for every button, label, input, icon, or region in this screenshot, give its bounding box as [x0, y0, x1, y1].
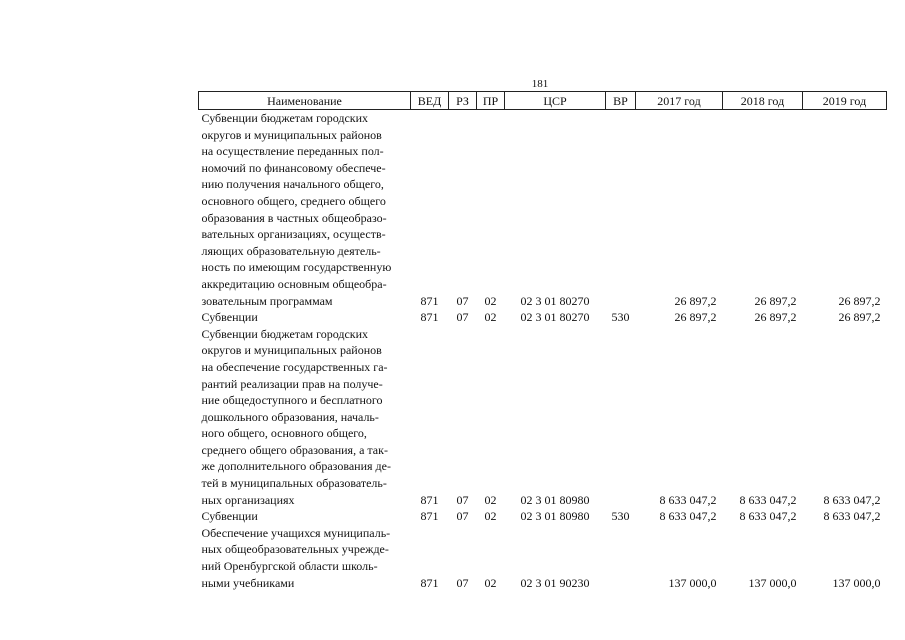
header-name: Наименование: [199, 92, 411, 110]
header-vr: ВР: [606, 92, 636, 110]
row-rz: 07: [456, 509, 469, 524]
header-2019: 2019 год: [803, 92, 887, 110]
row-2019: 26 897,2: [838, 293, 881, 308]
row-2018: 8 633 047,2: [739, 509, 797, 524]
row-name-line: ние общедоступного и бесплатного: [201, 393, 383, 408]
row-ved: 871: [420, 575, 439, 590]
row-name-line: Обеспечение учащихся муниципаль-: [201, 525, 391, 540]
row-2019: 8 633 047,2: [823, 509, 881, 524]
row-name-line: среднего общего образования, а так-: [201, 442, 388, 457]
row-vr: [606, 525, 636, 591]
row-name-line: же дополнительного образования де-: [201, 459, 391, 474]
page-number: 181: [531, 78, 549, 90]
row-ved: 871: [420, 310, 439, 325]
row-ved: 871: [420, 293, 439, 308]
row-2017: 8 633 047,2: [659, 492, 717, 507]
row-2017: 137 000,0: [668, 575, 717, 590]
row-rz: 07: [456, 492, 469, 507]
row-name-line: аккредитацию основным общеобра-: [201, 276, 387, 291]
row-rz: 07: [456, 310, 469, 325]
header-rz: РЗ: [449, 92, 477, 110]
row-name-line: ными учебниками: [201, 575, 295, 590]
row-ved: 871: [420, 509, 439, 524]
row-name-line: вательных организациях, осуществ-: [201, 227, 386, 242]
table-header: [199, 92, 887, 110]
row-csr: 02 3 01 80980: [520, 492, 590, 507]
row-rz: 07: [456, 575, 469, 590]
row-2019: 8 633 047,2: [823, 492, 881, 507]
row-name-line: Субвенции бюджетам городских: [201, 326, 369, 341]
row-name-line: образования в частных общеобразо-: [201, 210, 387, 225]
row-2018: 8 633 047,2: [739, 492, 797, 507]
row-pr: 02: [484, 509, 497, 524]
row-name-line: округов и муниципальных районов: [201, 343, 382, 358]
row-name-line: Субвенции бюджетам городских: [201, 111, 369, 125]
row-rz: 07: [456, 293, 469, 308]
row-2017: 26 897,2: [674, 293, 717, 308]
table-row: [199, 525, 887, 591]
row-name-line: ных общеобразовательных учрежде-: [201, 542, 389, 557]
row-pr: 02: [484, 575, 497, 590]
table-row: [199, 508, 887, 525]
row-csr: 02 3 01 80270: [520, 310, 590, 325]
row-ved: 871: [420, 492, 439, 507]
row-name: [199, 508, 411, 525]
header-2017: 2017 год: [636, 92, 723, 110]
table-row: [199, 309, 887, 326]
row-name-line: на обеспечение государственных га-: [201, 359, 388, 374]
row-name-line: ность по имеющим государственную: [201, 260, 392, 275]
row-name: [199, 326, 411, 509]
header-ved: ВЕД: [411, 92, 449, 110]
row-name-line: основного общего, среднего общего: [201, 193, 386, 208]
table-row: [199, 110, 887, 310]
row-vr: 530: [611, 310, 630, 325]
row-name: [199, 110, 411, 310]
row-name-line: на осуществление переданных пол-: [201, 144, 384, 159]
row-name-line: дошкольного образования, началь-: [201, 409, 379, 424]
table-body: [199, 110, 887, 592]
row-name-line: рантий реализации прав на получе-: [201, 376, 383, 391]
row-2017: 8 633 047,2: [659, 509, 717, 524]
header-2018: 2018 год: [723, 92, 803, 110]
header-csr: ЦСР: [505, 92, 606, 110]
row-name: [199, 525, 411, 591]
row-pr: 02: [484, 310, 497, 325]
row-name-line: тей в муниципальных образователь-: [201, 476, 387, 491]
row-name-line: Субвенции: [201, 310, 258, 325]
row-vr: 530: [611, 509, 630, 524]
row-2018: 137 000,0: [748, 575, 797, 590]
row-pr: 02: [484, 492, 497, 507]
row-vr: [606, 110, 636, 310]
row-csr: 02 3 01 80980: [520, 509, 590, 524]
row-2018: 26 897,2: [754, 310, 797, 325]
row-name-line: ляющих образовательную деятель-: [201, 243, 381, 258]
row-2019: 26 897,2: [838, 310, 881, 325]
header-pr: ПР: [477, 92, 505, 110]
row-name-line: ного общего, основного общего,: [201, 426, 367, 441]
row-pr: 02: [484, 293, 497, 308]
row-name-line: ных организациях: [201, 492, 295, 507]
row-name-line: ний Оренбургской области школь-: [201, 559, 378, 574]
row-name-line: номочий по финансовому обеспече-: [201, 160, 386, 175]
row-2017: 26 897,2: [674, 310, 717, 325]
row-csr: 02 3 01 90230: [520, 575, 590, 590]
budget-table: [198, 91, 887, 591]
row-name-line: округов и муниципальных районов: [201, 127, 382, 142]
row-name-line: зовательным программам: [201, 293, 333, 308]
row-2018: 26 897,2: [754, 293, 797, 308]
row-csr: 02 3 01 80270: [520, 293, 590, 308]
row-vr: [606, 326, 636, 509]
row-2019: 137 000,0: [832, 575, 881, 590]
row-name-line: нию получения начального общего,: [201, 177, 384, 192]
row-name: [199, 309, 411, 326]
row-name-line: Субвенции: [201, 509, 258, 524]
table-row: [199, 326, 887, 509]
